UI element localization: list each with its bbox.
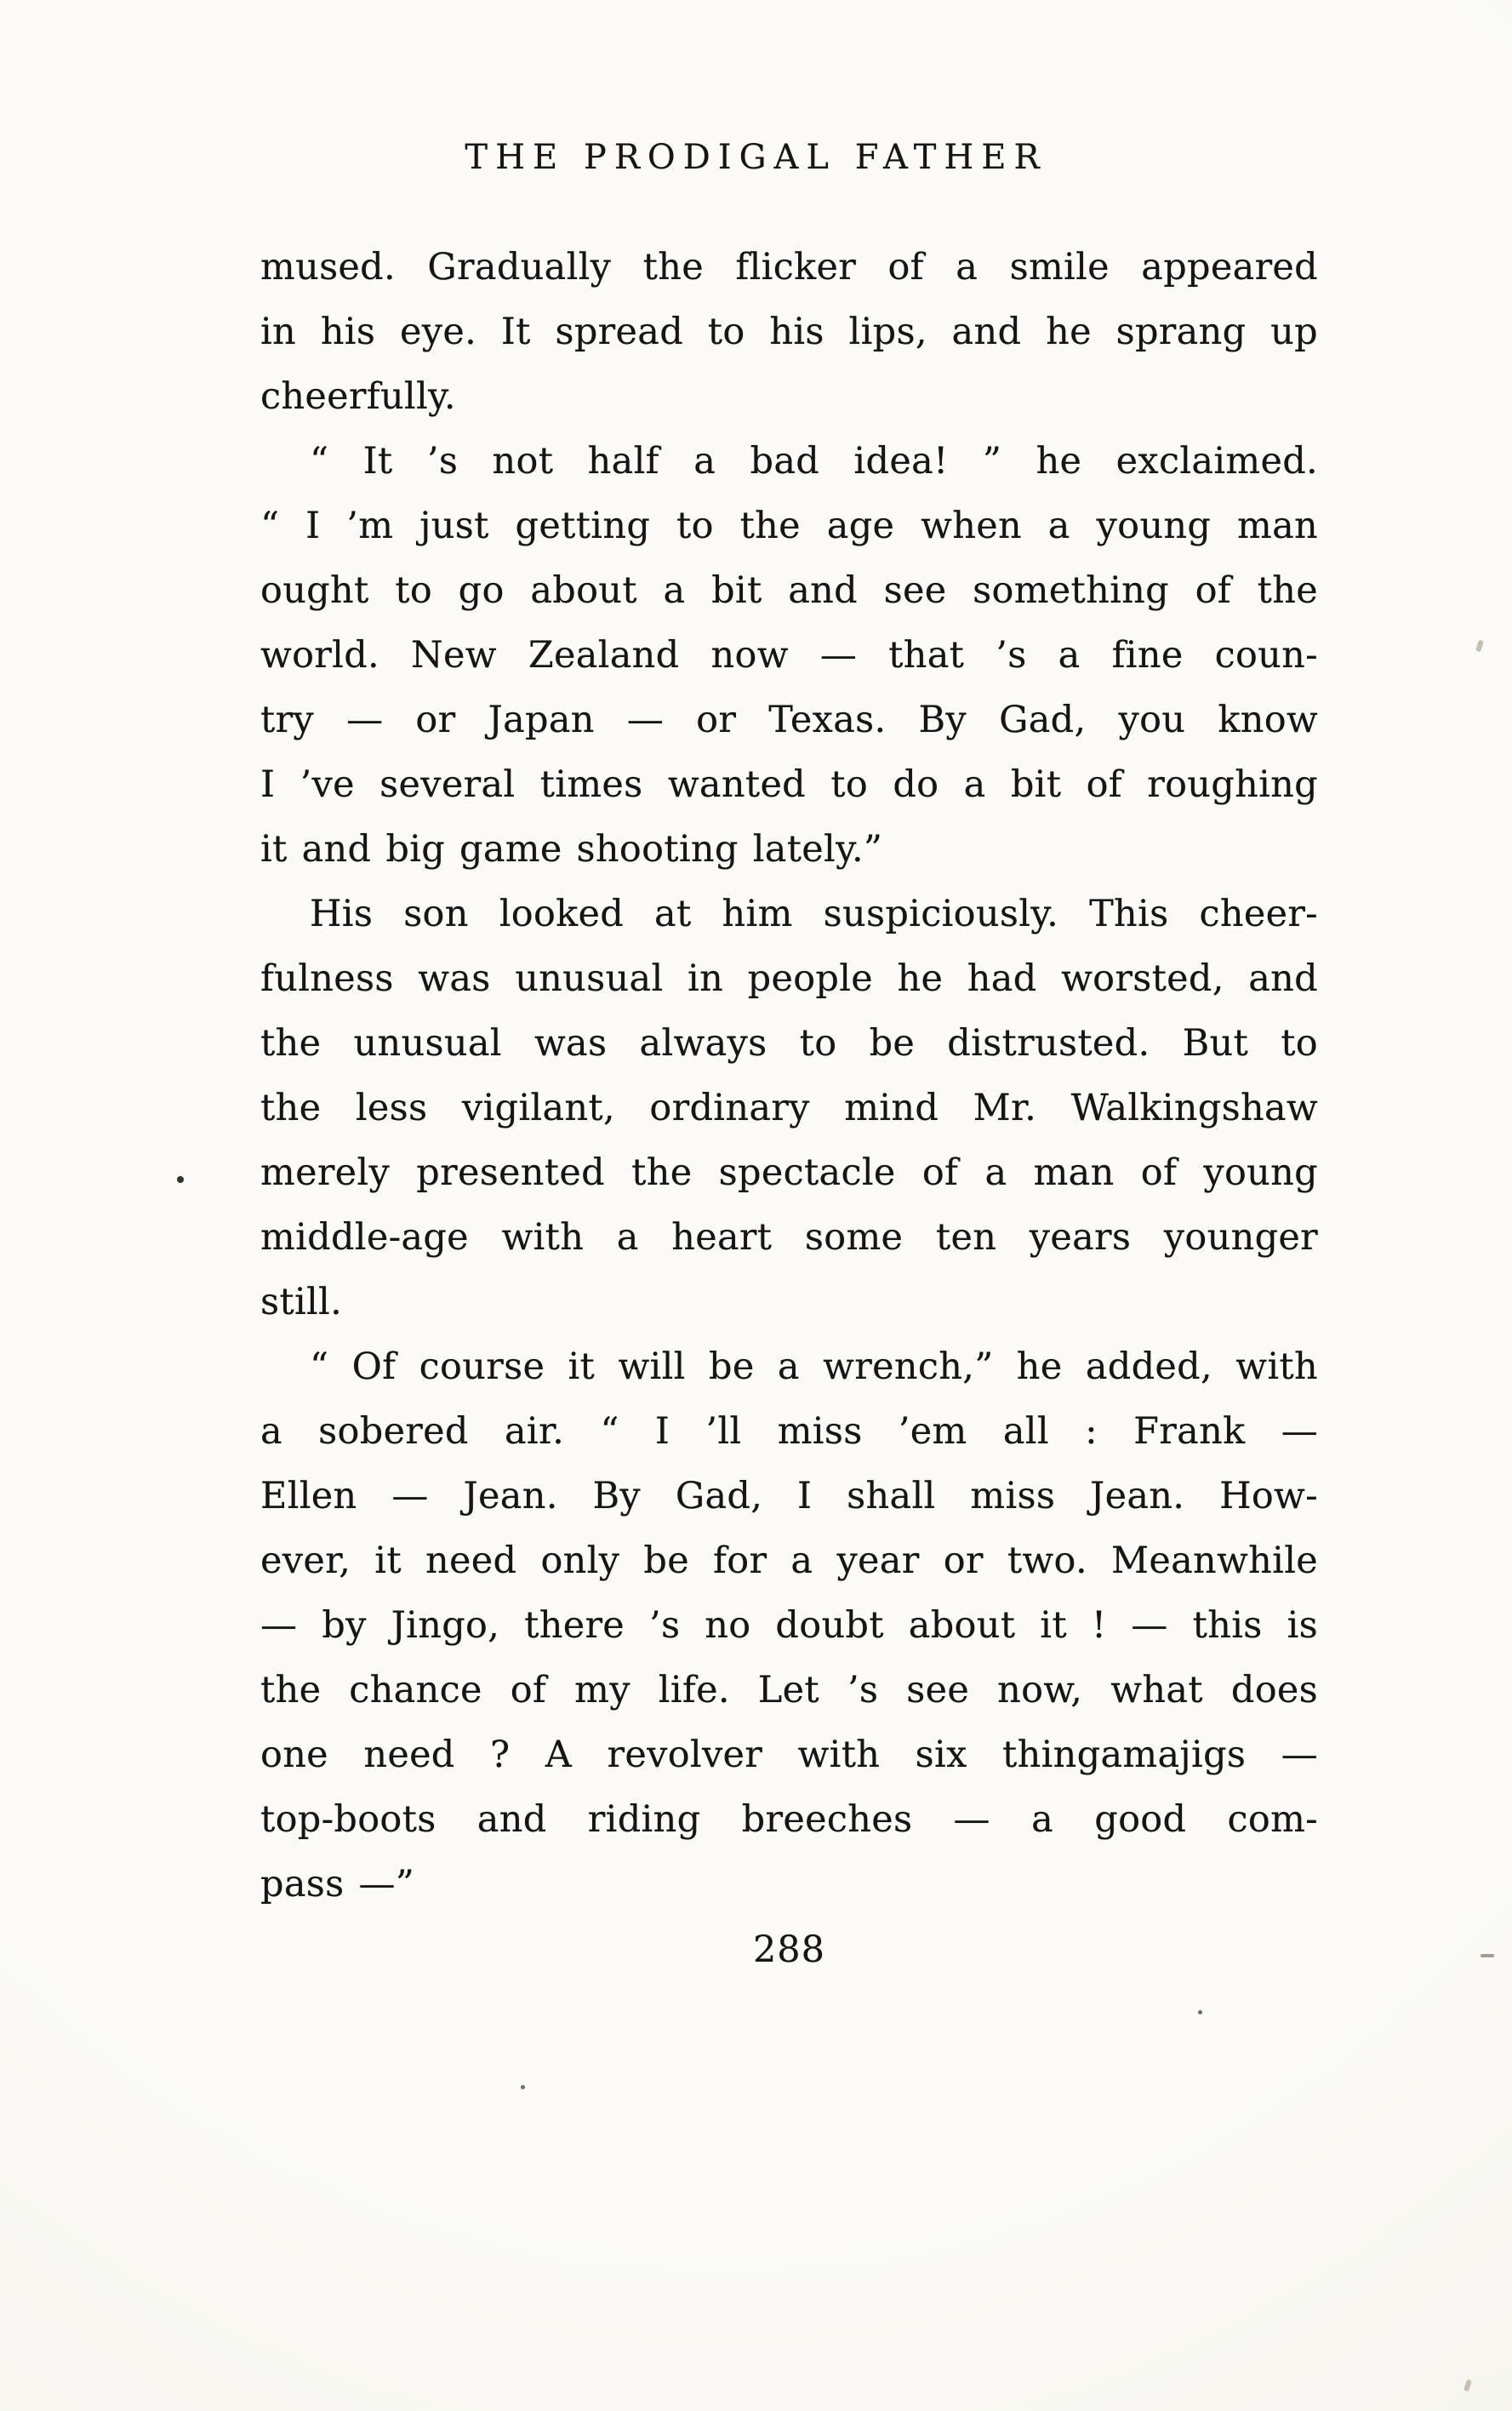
text-line: mused. Gradually the flicker of a smile appeared: [260, 246, 1318, 289]
text-line: ought to go about a bit and see something of the: [260, 569, 1318, 612]
text-line: I ’ve several times wanted to do a bit of roughing: [260, 763, 1318, 806]
page-number: 288: [752, 1928, 826, 1971]
text-line: “ I ’m just getting to the age when a young man: [260, 505, 1318, 547]
text-line: fulness was unusual in people he had worsted, and: [260, 957, 1318, 1000]
scan-smudge: [1475, 639, 1484, 652]
text-line: try — or Japan — or Texas. By Gad, you know: [260, 699, 1318, 741]
text-line: one need ? A revolver with six thingamajigs —: [260, 1734, 1318, 1776]
text-line: — by Jingo, there ’s no doubt about it ! — this is: [260, 1604, 1318, 1647]
text-line: cheerfully.: [260, 375, 456, 418]
scan-speck: [521, 2085, 525, 2089]
text-line: the unusual was always to be distrusted. But to: [260, 1022, 1318, 1065]
text-block: [260, 235, 1318, 1917]
text-line: the chance of my life. Let ’s see now, what does: [260, 1669, 1318, 1711]
text-line: top-boots and riding breeches — a good com-: [260, 1798, 1318, 1841]
text-line: pass —”: [260, 1863, 415, 1905]
text-line: Ellen — Jean. By Gad, I shall miss Jean. How-: [260, 1475, 1318, 1517]
text-line: it and big game shooting lately.”: [260, 828, 883, 871]
running-head: THE PRODIGAL FATHER: [465, 138, 1047, 177]
text-line: in his eye. It spread to his lips, and he sprang up: [260, 311, 1318, 353]
text-line: “ It ’s not half a bad idea! ” he exclaimed.: [310, 440, 1318, 483]
scan-mark: [1481, 1954, 1494, 1957]
scan-speck: [177, 1176, 184, 1183]
text-line: a sobered air. “ I ’ll miss ’em all : Frank —: [260, 1410, 1318, 1453]
text-line: ever, it need only be for a year or two. Meanwhile: [260, 1540, 1318, 1582]
text-line: middle-age with a heart some ten years younger: [260, 1216, 1318, 1259]
text-line: the less vigilant, ordinary mind Mr. Walkingshaw: [260, 1087, 1318, 1129]
text-line: merely presented the spectacle of a man of young: [260, 1151, 1318, 1194]
text-line: His son looked at him suspiciously. This cheer-: [310, 893, 1318, 935]
text-line: “ Of course it will be a wrench,” he added, with: [310, 1345, 1318, 1388]
text-line: still.: [260, 1281, 343, 1323]
scan-speck: [1198, 2010, 1202, 2014]
text-line: world. New Zealand now — that ’s a fine coun-: [260, 634, 1318, 677]
scan-smudge: [1464, 2379, 1472, 2391]
